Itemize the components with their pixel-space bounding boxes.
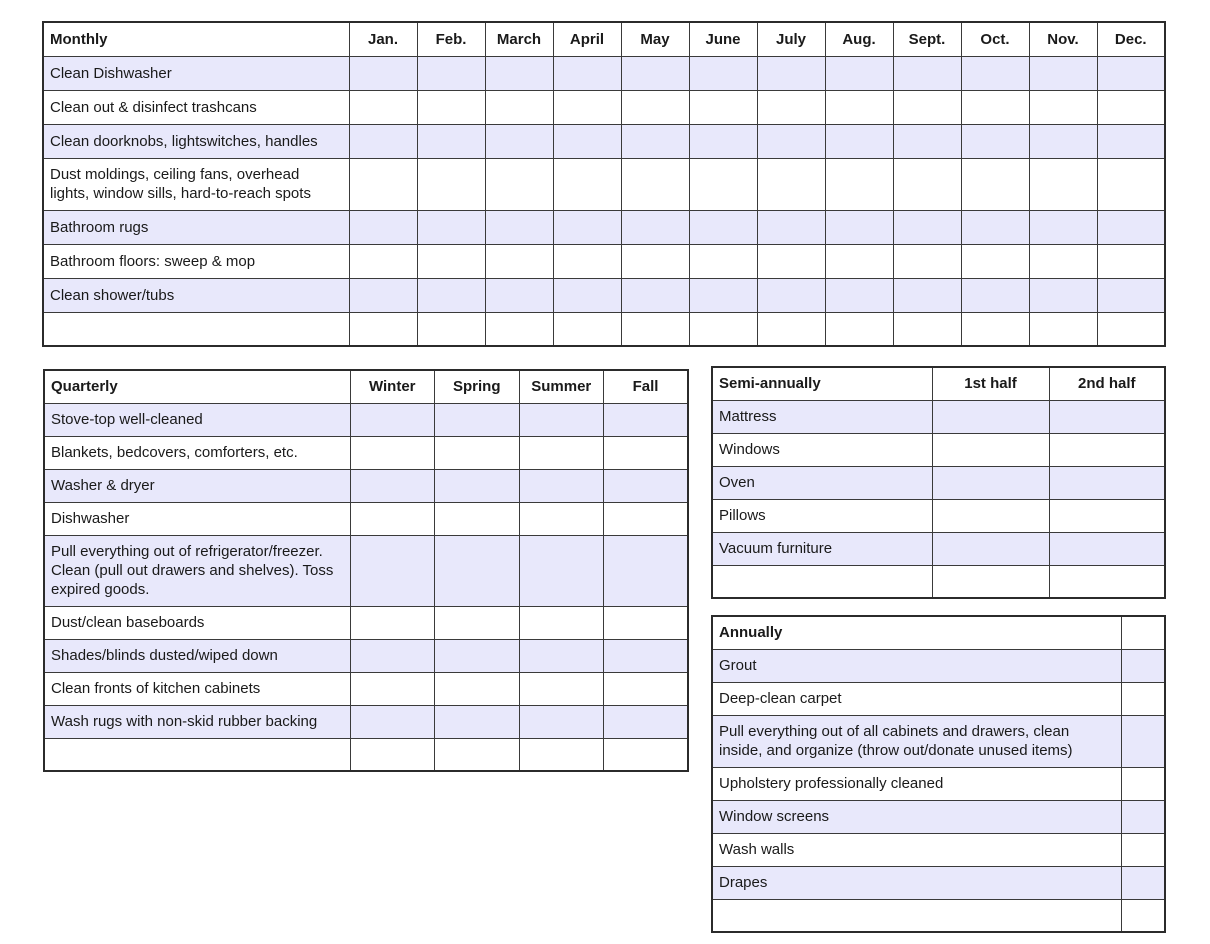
check-cell[interactable] (689, 278, 757, 312)
check-cell[interactable] (932, 499, 1049, 532)
check-cell[interactable] (825, 56, 893, 90)
check-cell[interactable] (350, 469, 435, 502)
check-cell[interactable] (349, 278, 417, 312)
check-cell[interactable] (932, 532, 1049, 565)
task-row (44, 672, 688, 705)
task-label: Clean Dishwasher (43, 56, 349, 90)
task-row (43, 210, 1165, 244)
task-label: Pull everything out of all cabinets and drawers, clean inside, and organize (throw out/donate unused items) (712, 715, 1121, 767)
task-label: Deep-clean carpet (712, 682, 1121, 715)
check-cell[interactable] (1121, 715, 1165, 767)
check-cell[interactable] (417, 312, 485, 346)
check-cell[interactable] (825, 158, 893, 210)
check-cell[interactable] (350, 705, 435, 738)
check-cell[interactable] (893, 244, 961, 278)
check-cell[interactable] (604, 606, 689, 639)
check-cell[interactable] (932, 565, 1049, 598)
check-cell[interactable] (349, 210, 417, 244)
check-cell[interactable] (1029, 312, 1097, 346)
check-cell[interactable] (689, 244, 757, 278)
task-label: Pull everything out of refrigerator/freezer. Clean (pull out drawers and shelves). Toss expired goods. (44, 535, 350, 606)
task-label: Drapes (712, 866, 1121, 899)
check-cell[interactable] (621, 210, 689, 244)
column-header: Feb. (417, 22, 485, 56)
check-cell[interactable] (604, 639, 689, 672)
check-cell[interactable] (553, 158, 621, 210)
check-cell[interactable] (1121, 649, 1165, 682)
check-cell[interactable] (1097, 312, 1165, 346)
task-row (44, 403, 688, 436)
check-cell[interactable] (893, 312, 961, 346)
check-cell[interactable] (417, 158, 485, 210)
task-label: Wash walls (712, 833, 1121, 866)
check-cell[interactable] (757, 56, 825, 90)
column-header: April (553, 22, 621, 56)
task-label: Windows (712, 433, 932, 466)
check-cell[interactable] (961, 278, 1029, 312)
check-cell[interactable] (1049, 499, 1165, 532)
check-cell[interactable] (485, 124, 553, 158)
check-cell[interactable] (893, 210, 961, 244)
check-cell[interactable] (825, 210, 893, 244)
check-cell[interactable] (893, 158, 961, 210)
check-cell[interactable] (1097, 124, 1165, 158)
check-cell[interactable] (519, 535, 604, 606)
check-cell[interactable] (621, 244, 689, 278)
check-cell[interactable] (1097, 90, 1165, 124)
task-label: Washer & dryer (44, 469, 350, 502)
check-cell[interactable] (1049, 532, 1165, 565)
check-cell[interactable] (519, 606, 604, 639)
task-row (712, 532, 1165, 565)
check-cell[interactable] (621, 90, 689, 124)
quarterly-heading: Quarterly (44, 370, 350, 403)
check-cell[interactable] (350, 672, 435, 705)
column-header: Jan. (349, 22, 417, 56)
check-cell[interactable] (604, 738, 689, 771)
check-cell[interactable] (417, 90, 485, 124)
check-cell[interactable] (349, 244, 417, 278)
task-row (712, 499, 1165, 532)
check-cell[interactable] (1121, 866, 1165, 899)
check-cell[interactable] (435, 606, 520, 639)
check-cell[interactable] (485, 312, 553, 346)
check-cell[interactable] (961, 90, 1029, 124)
check-cell[interactable] (1029, 90, 1097, 124)
check-cell[interactable] (350, 738, 435, 771)
check-cell[interactable] (604, 705, 689, 738)
check-cell[interactable] (604, 672, 689, 705)
column-header: July (757, 22, 825, 56)
check-cell[interactable] (553, 210, 621, 244)
check-cell[interactable] (961, 124, 1029, 158)
task-label: Window screens (712, 800, 1121, 833)
task-row (44, 639, 688, 672)
column-header: Sept. (893, 22, 961, 56)
column-header: Winter (350, 370, 435, 403)
check-cell[interactable] (604, 403, 689, 436)
blank-task-row (712, 565, 1165, 598)
check-cell[interactable] (893, 278, 961, 312)
check-cell[interactable] (349, 56, 417, 90)
check-cell[interactable] (519, 738, 604, 771)
check-cell[interactable] (519, 672, 604, 705)
check-cell[interactable] (553, 278, 621, 312)
task-row (712, 866, 1165, 899)
check-cell[interactable] (1121, 899, 1165, 932)
column-header: Summer (519, 370, 604, 403)
task-label: Clean fronts of kitchen cabinets (44, 672, 350, 705)
check-cell[interactable] (689, 312, 757, 346)
task-row (712, 466, 1165, 499)
check-cell[interactable] (435, 535, 520, 606)
check-cell[interactable] (485, 210, 553, 244)
column-header: Dec. (1097, 22, 1165, 56)
check-cell[interactable] (435, 705, 520, 738)
check-cell[interactable] (435, 469, 520, 502)
task-row (44, 705, 688, 738)
column-header: June (689, 22, 757, 56)
check-cell[interactable] (961, 312, 1029, 346)
task-row (43, 124, 1165, 158)
check-cell[interactable] (519, 436, 604, 469)
task-label: Oven (712, 466, 932, 499)
check-cell[interactable] (689, 56, 757, 90)
check-cell[interactable] (1029, 210, 1097, 244)
task-row (712, 649, 1165, 682)
column-header: 2nd half (1049, 367, 1165, 400)
check-cell[interactable] (349, 90, 417, 124)
semiannual-table (711, 366, 1166, 599)
task-row (44, 535, 688, 606)
task-row (712, 400, 1165, 433)
task-row (712, 682, 1165, 715)
check-cell[interactable] (1097, 210, 1165, 244)
column-header: Fall (604, 370, 689, 403)
check-cell[interactable] (350, 639, 435, 672)
annual-table (711, 615, 1166, 933)
check-cell[interactable] (689, 158, 757, 210)
task-row (43, 158, 1165, 210)
check-cell[interactable] (417, 210, 485, 244)
check-cell[interactable] (1097, 56, 1165, 90)
blank-task-row (44, 738, 688, 771)
check-cell[interactable] (893, 124, 961, 158)
check-cell[interactable] (825, 90, 893, 124)
blank-task-row (43, 312, 1165, 346)
task-row (43, 244, 1165, 278)
task-label (712, 565, 932, 598)
task-row (43, 278, 1165, 312)
check-cell[interactable] (1049, 565, 1165, 598)
check-cell[interactable] (621, 56, 689, 90)
task-row (43, 90, 1165, 124)
column-header: 1st half (932, 367, 1049, 400)
task-row (44, 436, 688, 469)
check-cell[interactable] (757, 312, 825, 346)
check-cell[interactable] (825, 124, 893, 158)
check-cell[interactable] (1029, 158, 1097, 210)
check-cell[interactable] (893, 56, 961, 90)
check-cell[interactable] (757, 244, 825, 278)
task-row (712, 833, 1165, 866)
table-header-row (712, 367, 1165, 400)
check-cell[interactable] (689, 90, 757, 124)
check-cell[interactable] (1121, 767, 1165, 800)
check-cell[interactable] (485, 158, 553, 210)
check-cell[interactable] (417, 56, 485, 90)
check-cell[interactable] (350, 502, 435, 535)
check-cell[interactable] (435, 436, 520, 469)
check-cell[interactable] (932, 400, 1049, 433)
check-cell[interactable] (621, 124, 689, 158)
check-cell[interactable] (757, 124, 825, 158)
check-cell[interactable] (893, 90, 961, 124)
task-row (43, 56, 1165, 90)
task-row (712, 800, 1165, 833)
task-label: Upholstery professionally cleaned (712, 767, 1121, 800)
check-cell[interactable] (553, 312, 621, 346)
task-row (44, 469, 688, 502)
check-cell[interactable] (485, 90, 553, 124)
check-cell[interactable] (689, 210, 757, 244)
table-header-row (43, 22, 1165, 56)
task-label: Dust/clean baseboards (44, 606, 350, 639)
check-cell[interactable] (1097, 244, 1165, 278)
column-header: Nov. (1029, 22, 1097, 56)
check-cell[interactable] (519, 403, 604, 436)
check-cell[interactable] (553, 244, 621, 278)
check-cell[interactable] (519, 469, 604, 502)
check-cell[interactable] (604, 502, 689, 535)
check-cell[interactable] (1029, 244, 1097, 278)
task-label: Clean out & disinfect trashcans (43, 90, 349, 124)
task-row (44, 606, 688, 639)
column-header: Aug. (825, 22, 893, 56)
check-cell[interactable] (485, 56, 553, 90)
table-header-row (712, 616, 1165, 649)
task-row (44, 502, 688, 535)
check-cell[interactable] (689, 124, 757, 158)
check-cell[interactable] (1121, 682, 1165, 715)
check-cell[interactable] (757, 90, 825, 124)
check-cell[interactable] (417, 278, 485, 312)
check-cell[interactable] (349, 312, 417, 346)
check-cell[interactable] (435, 672, 520, 705)
check-cell[interactable] (1121, 800, 1165, 833)
quarterly-table (43, 369, 689, 772)
task-label: Clean shower/tubs (43, 278, 349, 312)
task-label: Stove-top well-cleaned (44, 403, 350, 436)
check-cell[interactable] (350, 436, 435, 469)
check-cell[interactable] (757, 210, 825, 244)
column-header: Spring (435, 370, 520, 403)
check-cell[interactable] (1097, 158, 1165, 210)
check-cell[interactable] (435, 639, 520, 672)
check-cell[interactable] (553, 124, 621, 158)
task-label: Bathroom rugs (43, 210, 349, 244)
table-header-row (44, 370, 688, 403)
check-cell[interactable] (417, 124, 485, 158)
task-row (712, 715, 1165, 767)
annual-heading: Annually (712, 616, 1121, 649)
check-cell[interactable] (604, 436, 689, 469)
check-cell[interactable] (932, 466, 1049, 499)
task-label: Dust moldings, ceiling fans, overhead lights, window sills, hard-to-reach spots (43, 158, 349, 210)
task-label: Clean doorknobs, lightswitches, handles (43, 124, 349, 158)
monthly-heading: Monthly (43, 22, 349, 56)
task-label (43, 312, 349, 346)
task-label: Bathroom floors: sweep & mop (43, 244, 349, 278)
check-cell[interactable] (1121, 833, 1165, 866)
check-cell[interactable] (519, 502, 604, 535)
check-cell[interactable] (435, 502, 520, 535)
blank-task-row (712, 899, 1165, 932)
check-cell[interactable] (1029, 56, 1097, 90)
check-cell[interactable] (961, 244, 1029, 278)
check-cell[interactable] (1029, 278, 1097, 312)
check-cell[interactable] (435, 403, 520, 436)
check-cell[interactable] (1029, 124, 1097, 158)
check-cell[interactable] (350, 535, 435, 606)
check-cell[interactable] (961, 56, 1029, 90)
column-header: Oct. (961, 22, 1029, 56)
task-label: Vacuum furniture (712, 532, 932, 565)
check-cell[interactable] (825, 278, 893, 312)
check-cell[interactable] (932, 433, 1049, 466)
task-label: Pillows (712, 499, 932, 532)
task-label: Wash rugs with non-skid rubber backing (44, 705, 350, 738)
task-label (712, 899, 1121, 932)
semiannual-heading: Semi-annually (712, 367, 932, 400)
check-cell[interactable] (757, 158, 825, 210)
check-cell[interactable] (961, 158, 1029, 210)
check-cell[interactable] (604, 469, 689, 502)
check-cell[interactable] (604, 535, 689, 606)
check-cell[interactable] (961, 210, 1029, 244)
monthly-table (42, 21, 1166, 347)
check-cell[interactable] (825, 244, 893, 278)
check-cell[interactable] (553, 56, 621, 90)
check-cell[interactable] (1049, 433, 1165, 466)
task-label: Shades/blinds dusted/wiped down (44, 639, 350, 672)
task-label: Dishwasher (44, 502, 350, 535)
check-cell[interactable] (349, 124, 417, 158)
check-cell[interactable] (1049, 466, 1165, 499)
check-cell[interactable] (1097, 278, 1165, 312)
check-cell[interactable] (519, 705, 604, 738)
check-cell[interactable] (1049, 400, 1165, 433)
task-label (44, 738, 350, 771)
check-cell[interactable] (621, 312, 689, 346)
check-cell[interactable] (485, 244, 553, 278)
task-row (712, 767, 1165, 800)
check-cell[interactable] (350, 403, 435, 436)
check-cell[interactable] (435, 738, 520, 771)
check-cell[interactable] (349, 158, 417, 210)
column-header: March (485, 22, 553, 56)
task-label: Blankets, bedcovers, comforters, etc. (44, 436, 350, 469)
column-header: May (621, 22, 689, 56)
check-cell[interactable] (350, 606, 435, 639)
task-label: Mattress (712, 400, 932, 433)
check-cell[interactable] (757, 278, 825, 312)
check-cell[interactable] (621, 278, 689, 312)
task-label: Grout (712, 649, 1121, 682)
check-cell[interactable] (825, 312, 893, 346)
check-cell[interactable] (519, 639, 604, 672)
check-cell[interactable] (485, 278, 553, 312)
check-cell[interactable] (417, 244, 485, 278)
task-row (712, 433, 1165, 466)
check-cell[interactable] (553, 90, 621, 124)
column-header (1121, 616, 1165, 649)
check-cell[interactable] (621, 158, 689, 210)
